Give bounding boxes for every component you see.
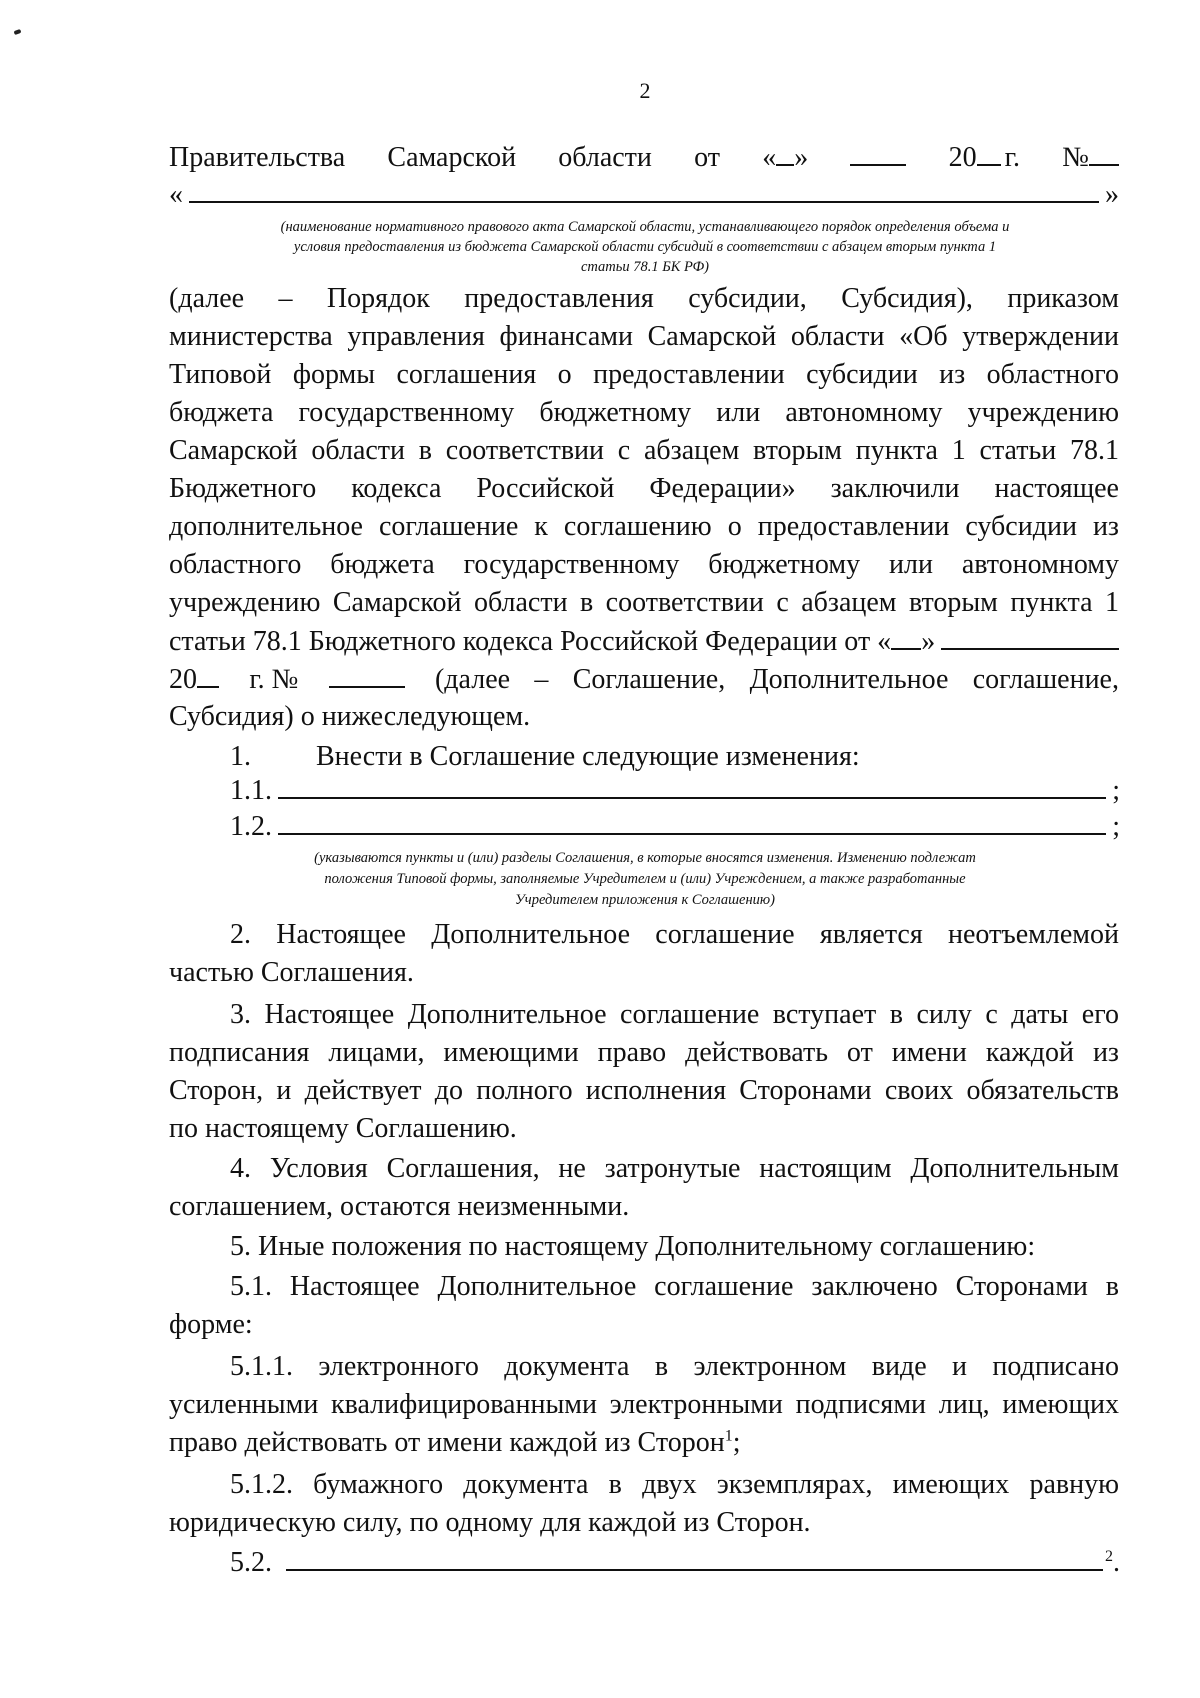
header-date-day: « » bbox=[762, 138, 808, 177]
paragraph-3-line: по настоящему Соглашению. bbox=[169, 1113, 517, 1144]
paragraph-5-1-line: 5.1. Настоящее Дополнительное соглашение заключено Сторонами в bbox=[230, 1271, 1119, 1302]
body-line: дополнительное соглашение к соглашению о предоставлении субсидии из bbox=[169, 511, 1119, 542]
paragraph-3-line: 3. Настоящее Дополнительное соглашение вступает в силу с даты его bbox=[230, 999, 1119, 1030]
header-word-4: от bbox=[694, 142, 720, 173]
body-line: областного бюджета государственному бюджетному или автономному bbox=[169, 549, 1119, 580]
item-1-2: 1.2. ; bbox=[230, 811, 1120, 842]
paragraph-5-1-1-line: 5.1.1. электронного документа в электронном виде и подписано bbox=[230, 1351, 1119, 1382]
paragraph-5-line: 5. Иные положения по настоящему Дополнительному соглашению: bbox=[230, 1231, 1036, 1262]
paragraph-5-1-1-line: усиленными квалифицированными электронными подписями лиц, имеющих bbox=[169, 1389, 1119, 1420]
note-changes-3: Учредителем приложения к Соглашению) bbox=[515, 892, 775, 908]
paragraph-2-line: 2. Настоящее Дополнительное соглашение является неотъемлемой bbox=[230, 919, 1119, 950]
paragraph-5-1-line: форме: bbox=[169, 1309, 253, 1340]
paragraph-5-1-2-line: юридическую силу, по одному для каждой из Сторон. bbox=[169, 1507, 811, 1538]
scan-speck bbox=[14, 29, 22, 35]
paragraph-3-line: подписания лицами, имеющими право действовать от имени каждой из bbox=[169, 1037, 1119, 1068]
paragraph-2-line: частью Соглашения. bbox=[169, 957, 414, 988]
body-line-number: 20 г. № (далее – Соглашение, Дополнительное соглашение, bbox=[169, 660, 1119, 698]
header-word-2: Самарской bbox=[387, 142, 517, 173]
page-number: 2 bbox=[639, 78, 651, 103]
act-title-blank: « » bbox=[169, 179, 1119, 210]
note-act-name-3: статьи 78.1 БК РФ) bbox=[580, 259, 710, 275]
body-line: министерства управления финансами Самарской области «Об утверждении bbox=[169, 321, 1119, 352]
header-word-3: области bbox=[558, 142, 652, 173]
body-line: Бюджетного кодекса Российской Федерации» заключили настоящее bbox=[169, 473, 1119, 504]
header-year: 20 г. bbox=[949, 138, 1020, 177]
note-act-name-1: (наименование нормативного правового акта Самарской области, устанавливающего порядок определения объема и bbox=[280, 219, 1010, 235]
note-changes-1: (указываются пункты и (или) разделы Соглашения, в которые вносятся изменения. Изменению подлежат bbox=[314, 850, 976, 866]
body-line-date: статьи 78.1 Бюджетного кодекса Российской Федерации от « » bbox=[169, 622, 1119, 660]
header-word-1: Правительства bbox=[169, 142, 346, 173]
paragraph-5-2: 5.2. $^2$ . bbox=[230, 1547, 1120, 1578]
paragraph-5-1-1-line: право действовать от имени каждой из Сторон$^1$; bbox=[169, 1427, 741, 1458]
header-date-month-blank bbox=[850, 138, 906, 166]
paragraph-4-line: соглашением, остаются неизменными. bbox=[169, 1191, 630, 1222]
paragraph-3-line: Сторон, и действует до полного исполнения Сторонами своих обязательств bbox=[169, 1075, 1119, 1106]
note-changes-2: положения Типовой формы, заполняемые Учредителем и (или) Учреждением, а также разработанные bbox=[324, 871, 966, 887]
header-number: № bbox=[1062, 138, 1119, 177]
body-line: Субсидия) о нижеследующем. bbox=[169, 701, 531, 732]
body-line: бюджета государственному бюджетному или автономному учреждению bbox=[169, 397, 1119, 428]
item-1-1: 1.1. ; bbox=[230, 775, 1120, 806]
note-act-name-2: условия предоставления из бюджета Самарской области субсидий в соответствии с абзацем вторым пункта 1 bbox=[293, 239, 997, 255]
body-line: Самарской области в соответствии с абзацем вторым пункта 1 статьи 78.1 bbox=[169, 435, 1119, 466]
body-line: Типовой формы соглашения о предоставлении субсидии из областного bbox=[169, 359, 1119, 390]
body-line: учреждению Самарской области в соответствии с абзацем вторым пункта 1 bbox=[169, 587, 1119, 618]
item-1: 1. Внести в Соглашение следующие изменения: bbox=[230, 741, 860, 772]
paragraph-4-line: 4. Условия Соглашения, не затронутые настоящим Дополнительным bbox=[230, 1153, 1119, 1184]
header-line bbox=[169, 138, 1119, 176]
paragraph-5-1-2-line: 5.1.2. бумажного документа в двух экземплярах, имеющих равную bbox=[230, 1469, 1119, 1500]
footnote-ref-1[interactable]: 1 bbox=[724, 1427, 733, 1445]
body-line: (далее – Порядок предоставления субсидии, Субсидия), приказом bbox=[169, 283, 1119, 314]
